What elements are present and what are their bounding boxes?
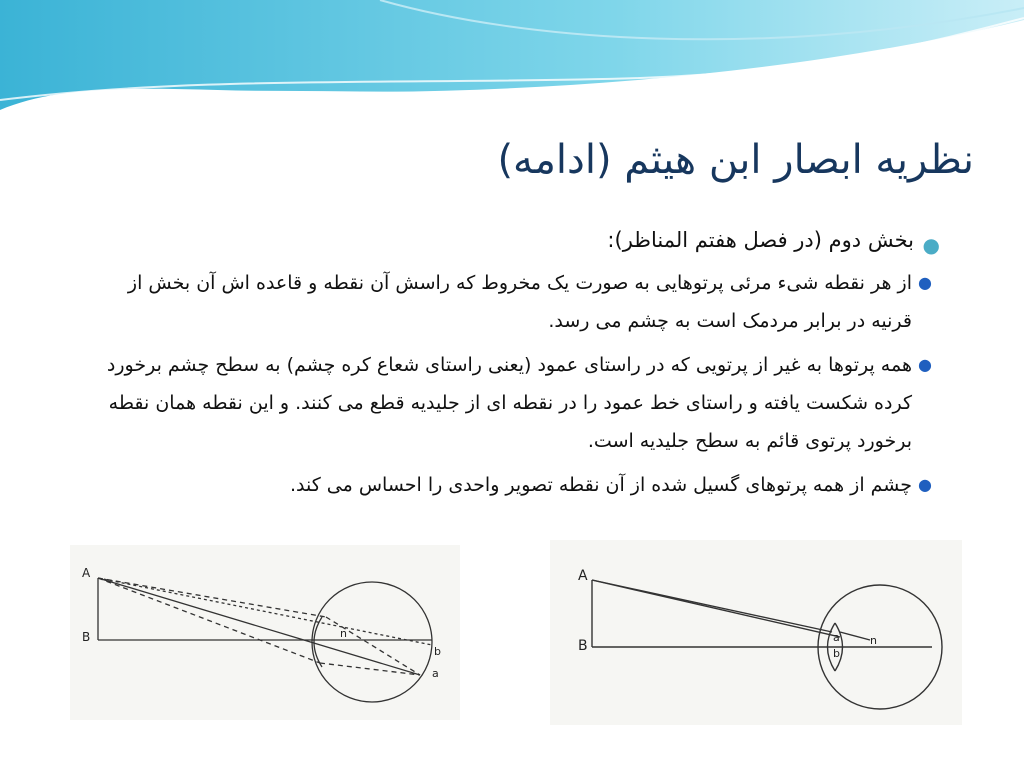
label-b-upper: B — [82, 630, 91, 644]
bullet-list — [106, 222, 940, 510]
list-item — [106, 264, 936, 340]
label-n: n — [870, 634, 877, 647]
list-item — [106, 466, 936, 504]
label-n: n — [340, 627, 347, 640]
bullet-heading-text: بخش دوم (در فصل هفتم المناظر): — [607, 228, 914, 252]
header-wave-decoration — [0, 0, 1024, 120]
list-item-text: از هر نقطه شیء مرئی پرتوهایی به صورت یک مخروط که راسش آن نقطه و قاعده اش آن بخش از قرنیه در برابر مردمک است به چشم می رسد. — [127, 272, 912, 332]
list-item-text: همه پرتوها به غیر از پرتویی که در راستای عمود (یعنی راستای شعاع کره چشم) به سطح چشم برخورد کرده شکست یافته و راستای خط عمود را در نقطه ای از جلیدیه قطع می کنند. و این نقطه همان نقطه برخورد پرتوی قائم به سطح جلیدیه است. — [106, 354, 912, 452]
label-b-upper: B — [578, 638, 588, 654]
list-item — [106, 346, 936, 460]
bullet-heading — [106, 222, 940, 258]
eye-diagram-left — [70, 545, 460, 720]
label-b: b — [833, 647, 840, 660]
eye-diagram-right — [550, 540, 962, 725]
list-item-text: چشم از همه پرتوهای گسیل شده از آن نقطه تصویر واحدی را احساس می کند. — [289, 474, 912, 496]
bullet-dot-icon: ● — [918, 475, 932, 494]
label-a-upper: A — [578, 568, 588, 584]
label-a: a — [432, 667, 439, 680]
bullet-dot-icon: ● — [918, 273, 932, 292]
label-b: b — [434, 645, 441, 658]
bullet-dot-icon: ● — [918, 355, 932, 374]
label-a-upper: A — [82, 566, 91, 580]
bullet-dot-icon: ● — [922, 233, 940, 257]
slide-title: نظریه ابصار ابن هیثم (ادامه) — [497, 137, 974, 183]
label-a: a — [833, 631, 840, 644]
